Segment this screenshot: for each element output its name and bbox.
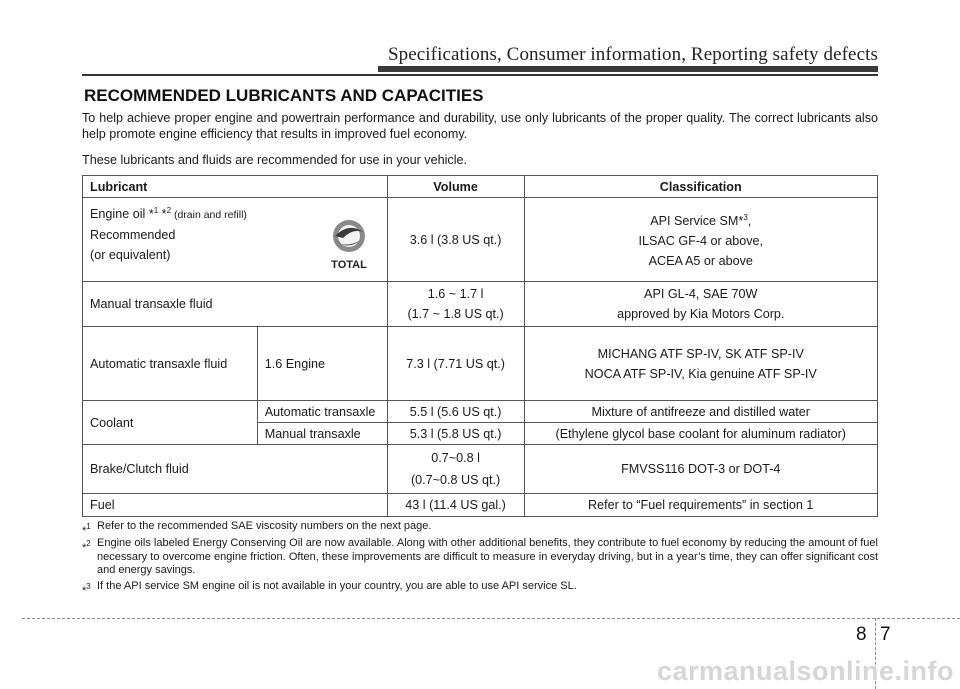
engine-oil-label: Engine oil *$^1$ *$^2$ (drain and refill) (90, 206, 247, 221)
page-number: 7 (880, 624, 891, 645)
footnote-2: *$^2$ Engine oils labeled Energy Conserving Oil are now available. Along with other additional benefits, they contribute to fuel economy by reducing the amount of fuel necessary to overcome engine friction. Often, these improvements are difficult to measure in everyday driving, but in a year’s time, they can offer significant cost and energy savings. (82, 537, 878, 576)
fuel-classification: Refer to “Fuel requirements” in section 1 (524, 494, 878, 517)
intro-paragraph: To help achieve proper engine and powertrain performance and durability, use only lubricants of the proper quality. The correct lubricants also help promote engine efficiency that results in improved fuel economy. (82, 111, 878, 141)
brake-fluid-volume: 0.7~0.8 l (0.7~0.8 US qt.) (387, 445, 524, 494)
engine-oil-recommended: Recommended (90, 228, 176, 242)
engine-oil-equivalent: (or equivalent) (90, 248, 171, 262)
header-rule (82, 74, 878, 76)
svg-text:TOTAL: TOTAL (330, 259, 367, 271)
footnote-3: *$^3$ If the API service SM engine oil is not available in your country, you are able to use API service SL. (82, 580, 577, 597)
automatic-transaxle-label: Automatic transaxle fluid (83, 327, 258, 401)
table-row (83, 327, 878, 401)
watermark: carmanualsonline.info (656, 656, 954, 686)
engine-oil-volume: 3.6 l (3.8 US qt.) (387, 198, 524, 282)
coolant-sub-manual: Manual transaxle (257, 423, 387, 445)
footnote-1: *$^1$ Refer to the recommended SAE viscosity numbers on the next page. (82, 520, 432, 537)
chapter-number: 8 (856, 624, 867, 645)
engine-oil-classification: API Service SM*$^3$, ILSAC GF-4 or above, ACEA A5 or above (524, 198, 878, 282)
footer-rule (22, 618, 960, 619)
header-classification: Classification (524, 176, 878, 198)
coolant-classification-1: Mixture of antifreeze and distilled water (524, 401, 878, 423)
manual-transaxle-classification: API GL-4, SAE 70W approved by Kia Motors Corp. (524, 282, 878, 327)
fuel-label: Fuel (83, 494, 388, 517)
table-row (83, 282, 878, 327)
table-row (83, 445, 878, 494)
table-header-row (83, 176, 878, 198)
coolant-classification-2: (Ethylene glycol base coolant for aluminum radiator) (524, 423, 878, 445)
intro-paragraph-2: These lubricants and fluids are recommended for use in your vehicle. (82, 153, 468, 167)
coolant-volume-manual: 5.3 l (5.8 US qt.) (387, 423, 524, 445)
automatic-transaxle-engine: 1.6 Engine (257, 327, 387, 401)
brake-fluid-label: Brake/Clutch fluid (83, 445, 388, 494)
fuel-volume: 43 l (11.4 US gal.) (387, 494, 524, 517)
coolant-sub-automatic: Automatic transaxle (257, 401, 387, 423)
table-row (83, 494, 878, 517)
lubricants-table (82, 175, 878, 517)
automatic-transaxle-classification: MICHANG ATF SP-IV, SK ATF SP-IV NOCA ATF SP-IV, Kia genuine ATF SP-IV (524, 327, 878, 401)
coolant-volume-automatic: 5.5 l (5.6 US qt.) (387, 401, 524, 423)
running-header: Specifications, Consumer information, Reporting safety defects (387, 44, 878, 65)
manual-transaxle-label: Manual transaxle fluid (83, 282, 388, 327)
coolant-label: Coolant (83, 401, 258, 445)
brake-fluid-classification: FMVSS116 DOT-3 or DOT-4 (524, 445, 878, 494)
engine-oil-cell (83, 198, 388, 282)
total-logo (323, 214, 375, 272)
automatic-transaxle-volume: 7.3 l (7.71 US qt.) (387, 327, 524, 401)
header-lubricant: Lubricant (83, 176, 388, 198)
header-volume: Volume (387, 176, 524, 198)
table-row (83, 401, 878, 423)
section-title: RECOMMENDED LUBRICANTS AND CAPACITIES (84, 86, 484, 105)
manual-transaxle-volume: 1.6 ~ 1.7 l (1.7 ~ 1.8 US qt.) (387, 282, 524, 327)
table-row (83, 198, 878, 282)
header-bar (378, 66, 878, 72)
